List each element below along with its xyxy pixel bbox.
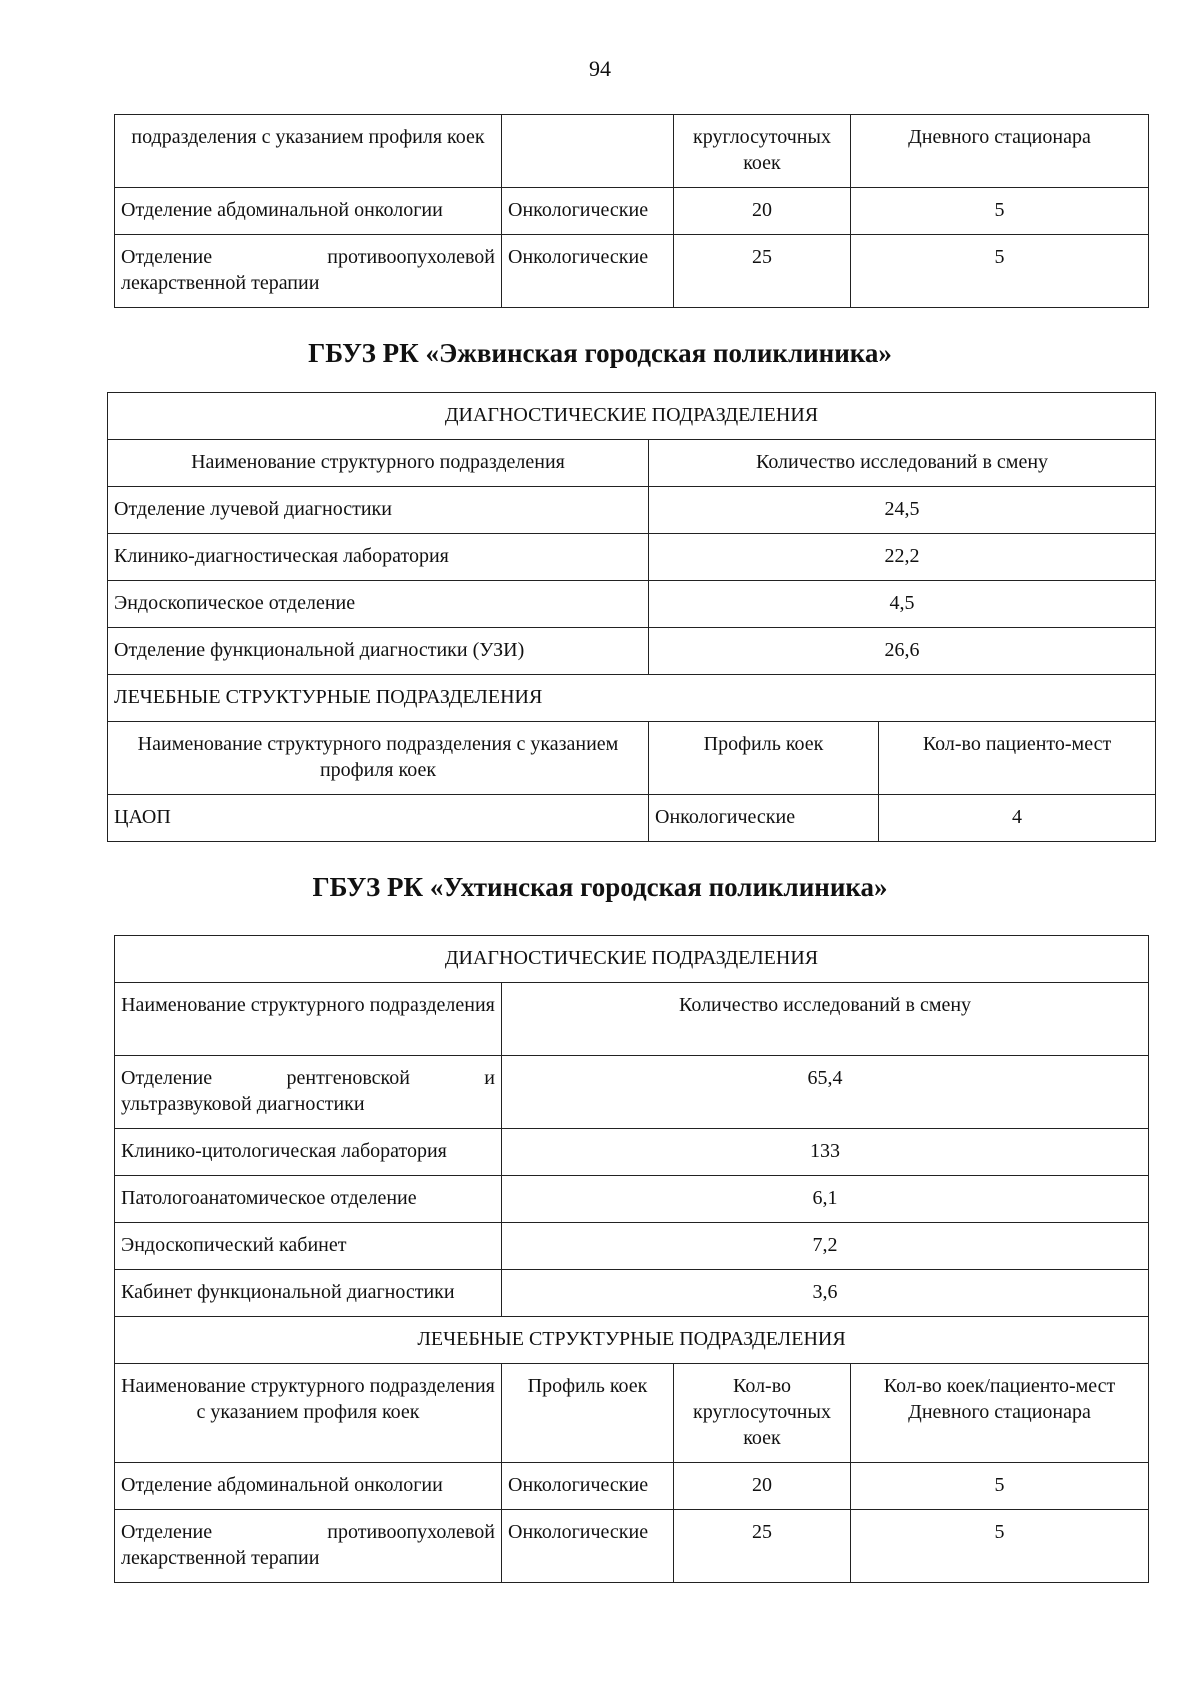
- unit-name-cell: [115, 1510, 502, 1583]
- day-hospital-cell: 5: [851, 235, 1149, 308]
- unit-name-cell: Эндоскопическое отделение: [108, 581, 649, 628]
- table-row: [108, 795, 1156, 842]
- unit-name-cell: Отделение функциональной диагностики (УЗИ): [108, 628, 649, 675]
- table-row: [115, 1176, 1149, 1223]
- diagnostic-units-header: ДИАГНОСТИЧЕСКИЕ ПОДРАЗДЕЛЕНИЯ: [115, 936, 1149, 983]
- table-section-header: [115, 936, 1149, 983]
- unit-name-line: лекарственной терапии: [121, 1547, 320, 1569]
- table-section-header: [108, 393, 1156, 440]
- day-hospital-cell: 5: [851, 1463, 1149, 1510]
- treatment-units-header: ЛЕЧЕБНЫЕ СТРУКТУРНЫЕ ПОДРАЗДЕЛЕНИЯ: [115, 1317, 1149, 1364]
- page-number: 94: [589, 56, 611, 81]
- studies-count-cell: 22,2: [649, 534, 1156, 581]
- header-cell: Наименование структурного подразделения: [108, 440, 649, 487]
- bed-profile-cell: Онкологические: [502, 1510, 674, 1583]
- top-beds-table: [114, 114, 1149, 308]
- unit-name-word: Отделение: [121, 1521, 213, 1543]
- bed-profile-cell: Онкологические: [649, 795, 879, 842]
- day-hospital-cell: 5: [851, 1510, 1149, 1583]
- unit-name-word: и: [484, 1067, 495, 1089]
- table-header-row: [115, 983, 1149, 1056]
- studies-count-cell: 3,6: [502, 1270, 1149, 1317]
- treatment-units-header: ЛЕЧЕБНЫЕ СТРУКТУРНЫЕ ПОДРАЗДЕЛЕНИЯ: [108, 675, 1156, 722]
- unit-name-cell: Клинико-диагностическая лаборатория: [108, 534, 649, 581]
- unit-name-cell: Эндоскопический кабинет: [115, 1223, 502, 1270]
- unit-name-cell: Отделение лучевой диагностики: [108, 487, 649, 534]
- round-clock-beds-cell: 25: [674, 235, 851, 308]
- unit-name-cell: [115, 1056, 502, 1129]
- studies-count-cell: 6,1: [502, 1176, 1149, 1223]
- header-cell: подразделения с указанием профиля коек: [115, 115, 502, 188]
- studies-count-cell: 133: [502, 1129, 1149, 1176]
- section-title: ГБУЗ РК «Эжвинская городская поликлиника»: [308, 338, 892, 368]
- bed-profile-cell: Онкологические: [502, 235, 674, 308]
- studies-count-cell: 24,5: [649, 487, 1156, 534]
- table-row: [108, 487, 1156, 534]
- table-row: [115, 1270, 1149, 1317]
- table-header-row: [115, 115, 1149, 188]
- round-clock-beds-cell: 20: [674, 188, 851, 235]
- unit-name-cell: Кабинет функциональной диагностики: [115, 1270, 502, 1317]
- header-cell: Наименование структурного подразделения с указанием профиля коек: [115, 1364, 502, 1463]
- unit-name-word: противоопухолевой: [327, 1521, 495, 1543]
- bed-profile-cell: Онкологические: [502, 188, 674, 235]
- unit-name-word: Отделение: [121, 1067, 213, 1089]
- unit-name-cell: Клинико-цитологическая лаборатория: [115, 1129, 502, 1176]
- header-cell: [502, 115, 674, 188]
- studies-count-cell: 26,6: [649, 628, 1156, 675]
- table-header-row: [115, 1364, 1149, 1463]
- ukhta-units-table: [114, 935, 1149, 1583]
- studies-count-cell: 65,4: [502, 1056, 1149, 1129]
- studies-count-cell: 4,5: [649, 581, 1156, 628]
- header-cell: Количество исследований в смену: [502, 983, 1149, 1056]
- bed-profile-cell: Онкологические: [502, 1463, 674, 1510]
- unit-name-cell: Отделение абдоминальной онкологии: [115, 1463, 502, 1510]
- table-row: [115, 235, 1149, 308]
- unit-name-word: рентгеновской: [286, 1067, 410, 1089]
- day-hospital-cell: 5: [851, 188, 1149, 235]
- table-row: [115, 1510, 1149, 1583]
- header-cell: Дневного стационара: [851, 115, 1149, 188]
- table-section-header: [108, 675, 1156, 722]
- header-cell: Наименование структурного подразделения с указанием профиля коек: [108, 722, 649, 795]
- studies-count-cell: 7,2: [502, 1223, 1149, 1270]
- header-cell: Кол-во круглосуточных коек: [674, 1364, 851, 1463]
- table-row: [108, 581, 1156, 628]
- table-header-row: [108, 722, 1156, 795]
- table-row: [115, 1463, 1149, 1510]
- header-cell: Профиль коек: [502, 1364, 674, 1463]
- header-cell: Кол-во коек/пациенто-мест Дневного стационара: [851, 1364, 1149, 1463]
- unit-name-word: Отделение: [121, 246, 213, 268]
- unit-name-cell: Патологоанатомическое отделение: [115, 1176, 502, 1223]
- unit-name-line: ультразвуковой диагностики: [121, 1093, 365, 1115]
- unit-name-word: противоопухолевой: [327, 246, 495, 268]
- table-header-row: [108, 440, 1156, 487]
- diagnostic-units-header: ДИАГНОСТИЧЕСКИЕ ПОДРАЗДЕЛЕНИЯ: [108, 393, 1156, 440]
- header-cell: Количество исследований в смену: [649, 440, 1156, 487]
- header-cell: Кол-во пациенто-мест: [879, 722, 1156, 795]
- section-title: ГБУЗ РК «Ухтинская городская поликлиника»: [312, 872, 888, 902]
- header-cell: круглосуточных коек: [674, 115, 851, 188]
- round-clock-beds-cell: 25: [674, 1510, 851, 1583]
- header-cell: Профиль коек: [649, 722, 879, 795]
- table-row: [115, 1056, 1149, 1129]
- unit-name-cell: [115, 235, 502, 308]
- round-clock-beds-cell: 20: [674, 1463, 851, 1510]
- ezhva-units-table: [107, 392, 1156, 842]
- table-section-header: [115, 1317, 1149, 1364]
- table-row: [108, 534, 1156, 581]
- table-row: [108, 628, 1156, 675]
- unit-name-cell: ЦАОП: [108, 795, 649, 842]
- table-row: [115, 1129, 1149, 1176]
- unit-name-cell: Отделение абдоминальной онкологии: [115, 188, 502, 235]
- patient-places-cell: 4: [879, 795, 1156, 842]
- header-cell: Наименование структурного подразделения: [115, 983, 502, 1056]
- table-row: [115, 1223, 1149, 1270]
- table-row: [115, 188, 1149, 235]
- unit-name-line: лекарственной терапии: [121, 272, 320, 294]
